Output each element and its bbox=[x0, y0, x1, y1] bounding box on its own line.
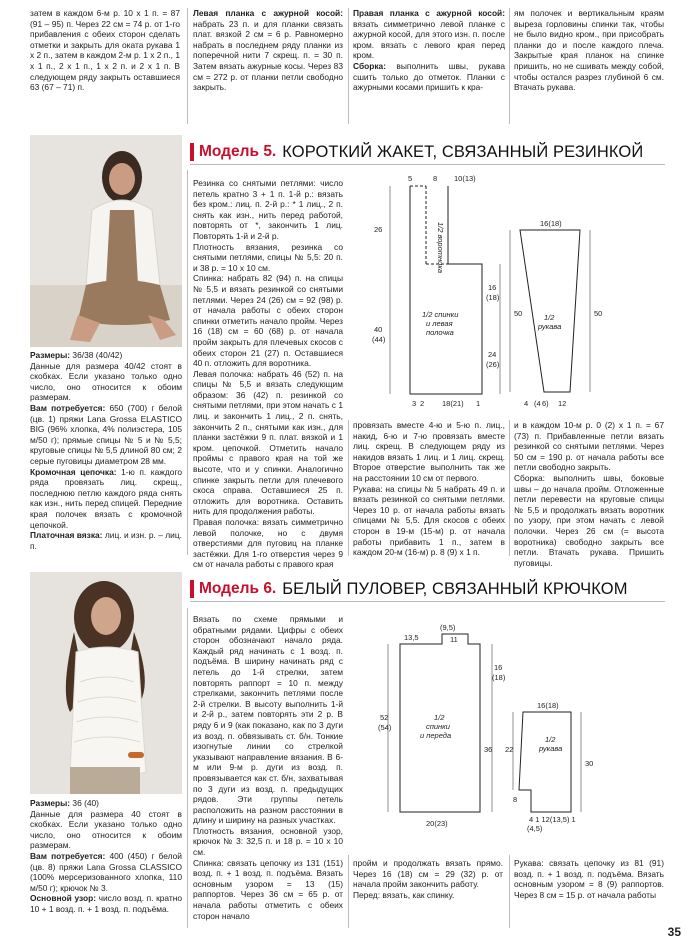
model5-photo-image bbox=[30, 135, 182, 347]
model5-header bbox=[190, 140, 643, 164]
model6-body-diagram bbox=[378, 622, 518, 847]
m6-h54: (54) bbox=[378, 723, 392, 732]
model6-header bbox=[190, 577, 628, 601]
m6-body-label: 1/2 спинки и переда bbox=[420, 713, 452, 740]
model5-edge: 1-ю п. каждого ряда провязать лиц. скрещ., последнюю петлю каждого ряда снять как изн., нить перед спицей. Передние края полочек вязать с кромочной цепочкой. bbox=[30, 466, 182, 530]
top-col-3 bbox=[353, 8, 505, 123]
m6-sleeve-h8: 8 bbox=[513, 795, 518, 804]
model6-materials-label: Вам потребуется: bbox=[30, 850, 106, 861]
m6-top-95: (9,5) bbox=[440, 623, 456, 632]
model5-flat: лиц. и изн. р. – лиц. п. bbox=[30, 530, 182, 551]
m5-sleeve-b12: 12 bbox=[558, 399, 567, 408]
m6-top-135: 13,5 bbox=[404, 633, 419, 642]
top-col-1: затем в каждом 6-м р. 10 х 1 п. = 87 (91 – 95) п. Через 22 см = 74 р. от 1-го прибавления с обеих сторон сделать отметки и закрыть для оката рукава 1 х 2 п., затем в каждом 2-м р. 1 х 2 п., 1 х 1 п., 2 х 1 п., 1 х 2 п. и 2 х 1 п. В следующем ряду закрыть оставшиеся 63 (67 – 71) п. bbox=[30, 8, 180, 93]
model6-materials: 400 (450) г белой (цв. 8) пряжи Lana Grossa CLASSICO (100% мерсеризованного хлопка, 110 м/50 г); крючок № 3. bbox=[30, 850, 182, 893]
m5-h26: 26 bbox=[374, 225, 383, 234]
m5-sleeve-top: 16(18) bbox=[540, 219, 562, 228]
model5-materials: 650 (700) г белой (цв. 1) пряжи Lana Grossa ELASTICO BIG (96% хлопка, 4% полиэстера, 105 м/50 г); прямые спицы № 5 и № 5,5; круговые спицы № 5,5 длиной 80 см; 2 серые пуговицы диаметром 28 мм. bbox=[30, 402, 182, 466]
m5-bottom-1: 1 bbox=[476, 399, 481, 408]
model5-body-diagram bbox=[370, 172, 523, 412]
right-band-heading: Правая планка с ажурной косой: bbox=[353, 8, 505, 18]
m5-sleeve-label: 1/2 рукава bbox=[538, 313, 562, 331]
model6-main: число возд. п. кратно 10 + 1 возд. п. + 1 возд. п. подъёма. bbox=[30, 893, 182, 914]
assembly-text: выполнить швы, рукава сшить только до отметок. Планки с ажурными косами пришить к кра- bbox=[353, 60, 505, 93]
m5-bottom-3: 3 bbox=[412, 399, 417, 408]
m5-h18: (18) bbox=[486, 293, 500, 302]
m6-h52: 52 bbox=[380, 713, 389, 722]
m6-sleeve-top: 16(18) bbox=[537, 701, 559, 710]
right-band-text: вязать симметрично левой планке с ажурной косой, для этого изн. п. после кром. вязать с левого края перед кром. bbox=[353, 18, 505, 61]
m5-h40: 40 bbox=[374, 325, 383, 334]
m5-body-label: 1/2 спинки и левая полочка bbox=[422, 310, 459, 337]
model5-sizes-label: Размеры: bbox=[30, 350, 71, 360]
model5-left-text bbox=[30, 350, 182, 555]
m6-sleeve-bottom2: (4,5) bbox=[527, 824, 543, 833]
m5-sleeve-h50l: 50 bbox=[514, 309, 523, 318]
m5-top-5: 5 bbox=[408, 174, 413, 183]
model6-photo bbox=[30, 572, 182, 794]
m5-h24: 24 bbox=[488, 350, 497, 359]
m6-h18: (18) bbox=[492, 673, 506, 682]
m6-sleeve-label: 1/2 рукава bbox=[539, 735, 563, 753]
left-band-heading: Левая планка с ажурной косой: bbox=[193, 8, 343, 18]
m5-top-8: 8 bbox=[433, 174, 438, 183]
model6-number: Модель 6. bbox=[199, 580, 277, 597]
model5-materials-label: Вам потребуется: bbox=[30, 402, 106, 413]
left-band-text: набрать 23 п. и для планки связать плат. вязкой 2 см = 6 р. Равномерно набрать в последнем ряду планки из поперечной нити 7 скрещ. п. = 30 п. Затем вязать ажурные косы. Через 83 см = 272 р. от планки петли свободно закрыть. bbox=[193, 18, 343, 93]
m5-collar-label: 1/2 воротника bbox=[436, 222, 445, 274]
m6-h16: 16 bbox=[494, 663, 503, 672]
m5-h44: (44) bbox=[372, 335, 386, 344]
model6-photo-image bbox=[30, 572, 182, 794]
model5-number: Модель 5. bbox=[199, 143, 277, 160]
model5-sizes: 36/38 (40/42) Данные для размера 40/42 стоят в скобках. Если указано только одно число, оно относится к обоим размерам. bbox=[30, 350, 182, 403]
top-col-2 bbox=[193, 8, 343, 123]
m5-h16: 16 bbox=[488, 283, 497, 292]
model6-mid2: пройм и продолжать вязать прямо. Через 16 (18) см = 29 (32) р. от начала пройм закончить работу. Перед: вязать, как спинку. bbox=[353, 858, 503, 900]
m6-sleeve-h22: 22 bbox=[505, 745, 514, 754]
model5-title: КОРОТКИЙ ЖАКЕТ, СВЯЗАННЫЙ РЕЗИНКОЙ bbox=[282, 142, 644, 161]
model6-sizes: 36 (40) Данные для размера 40 стоят в скобках. Если указано только одно число, оно относится к обоим размерам. bbox=[30, 798, 182, 851]
model6-right: Рукава: связать цепочку из 81 (91) возд. п. + 1 возд. п. подъёма. Вязать основным узором = 8 (9) раппортов. Через 8 см = 15 р. от начала работы bbox=[514, 858, 664, 900]
m6-sleeve-bottom: 4 1 12(13,5) 1 bbox=[529, 815, 576, 824]
m6-bottom: 20(23) bbox=[426, 819, 448, 828]
model6-main-label: Основной узор: bbox=[30, 893, 96, 904]
page-number: 35 bbox=[667, 925, 681, 939]
model5-edge-label: Кромочная цепочка: bbox=[30, 466, 117, 477]
m5-h26b: (26) bbox=[486, 360, 500, 369]
top-col-4: ям полочек и вертикальным краям выреза горловины спинки так, чтобы не было видно кром., при присобрать планки до и после каждого плеча. Закрытые края планок на спинке пришить, но не сшивать между собой, чтобы остался разрез глубиной 6 см. Втачать рукава. bbox=[514, 8, 664, 93]
m6-sleeve-h30: 30 bbox=[585, 759, 594, 768]
m5-sleeve-h50r: 50 bbox=[594, 309, 603, 318]
m5-sleeve-b4: 4 bbox=[524, 399, 529, 408]
model5-header-bar bbox=[190, 143, 194, 161]
assembly-heading: Сборка: bbox=[353, 60, 386, 71]
m6-h36: 36 bbox=[484, 745, 493, 754]
model5-photo bbox=[30, 135, 182, 347]
m5-sleeve-b4p: (4 bbox=[534, 399, 541, 408]
model6-sleeve-diagram bbox=[505, 700, 615, 835]
m6-top-11: 11 bbox=[450, 635, 458, 644]
model5-mid-b: провязать вместе 4-ю и 5-ю п. лиц., накид, 6-ю и 7-ю провязать вместе лиц. скрещ. В следующем ряду из накидов вязать 1 лиц. и 1 лиц. скрещ. Второе отверстие выполнить так же на расстоянии 10 см от первого. Рукава: на спицы № 5 набрать 49 п. и вязать резинкой со снятыми петлями. Через 10 р. от начала работы вязать спицами № 5,5. Для скосов с обеих сторон в 19-м (15-м) р. от начала работы прибавить 1 п., затем в каждом 20-м (16-м) р. 8 (9) х 1 п. bbox=[353, 420, 505, 558]
model5-right: и в каждом 10-м р. 0 (2) х 1 п. = 67 (73) п. Прибавленные петли вязать резинкой со снятыми петлями. Через 50 см = 190 р. от начала работы все петли свободно закрыть. Сборка: выполнить швы, боковые швы – до начала пройм. Отложенные петли перевести на круговые спицы № 5,5 и продолжать вязать воротник по узору, при этом начать с левой полочки. Через 26 см (= высота воротника) свободно закрыть все петли. Втачать рукава. Пришить пуговицы. bbox=[514, 420, 664, 568]
model6-title: БЕЛЫЙ ПУЛОВЕР, СВЯЗАННЫЙ КРЮЧКОМ bbox=[282, 579, 628, 598]
m5-bottom-18: 18(21) bbox=[442, 399, 464, 408]
model5-sleeve-diagram bbox=[510, 220, 630, 412]
model6-header-bar bbox=[190, 580, 194, 598]
model6-sizes-label: Размеры: bbox=[30, 798, 71, 808]
model6-mid: Вязать по схеме прямыми и обратными рядами. Цифры с обеих сторон обозначают начало ряда. Каждый ряд начинать с 1 возд. п. подъёма. В ширину начинать ряд с петель до 1-й стрелки, затем повторять раппорт = 10 п. между стрелками, закончить петлями после 2-й стрелки. В высоту выполнить 1-й и 2-й р., затем повторять эти 2 р. В ряду 6 и 9 (как показано, как по 3 дуги из возд. п. обвязывать ст. б/н. Тонкие изогнутые линии со стрелкой указывают направление вязания. В 6-м или 9-м р. дуги из возд. п. провязывается как ст. б/н, захватывая по 3 дуги из возд. п. предыдущих рядов. Эти группы петель расположить на разном расстоянии в длину и ширину на разных участках. Плотность вязания, основной узор, крючок № 3: 32,5 п. и 18 р. = 10 х 10 см. Спинка: связать цепочку из 131 (151) возд. п. + 1 возд. п. подъёма. Вязать основным узором = 13 (15) раппортов. Через 36 см = 65 р. от начала работы отметить с обеих сторон начало bbox=[193, 614, 343, 921]
m5-top-10: 10(13) bbox=[454, 174, 476, 183]
m5-bottom-2: 2 bbox=[420, 399, 425, 408]
m5-sleeve-b6: 6) bbox=[542, 399, 549, 408]
model6-left-text bbox=[30, 798, 182, 928]
model5-flat-label: Платочная вязка: bbox=[30, 530, 103, 541]
model5-mid-a: Резинка со снятыми петлями: число петель кратно 3 + 1 п. 1-й р.: вязать без кром.: лиц. п. 2-й р.: * 1 лиц., 2 п. снять как изн., нить перед работой, повторять от *, закончить 1 лиц. Повторять 1-й и 2-й р. Плотность вязания, резинка со снятыми петлями, спицы № 5,5: 20 п. и 38 р. = 10 х 10 см. Спинка: набрать 82 (94) п. на спицы № 5,5 и вязать резинкой со снятыми петлями. Через 24 (26) см = 92 (98) р. от начала работы с обеих сторон спинки отметить начало пройм. Через 16 (18) см = 60 (68) р. от начала пройм закрыть для плечевых скосов с обеих сторон 21 (27) п. Оставшиеся 40 п. отложить для воротника. Левая полочка: набрать 46 (52) п. на спицы № 5,5 и вязать следующим образом: 36 (42) п. резинкой со снятыми петлями, при этом начать с 1 лиц. и закончить 1 лиц., 2 п. снять, закончить 2 п., снятыми как изн., для планки застёжки 9 п. плат. вязкой и 1 кром. цепочкой. Отметить начало проймы с правого края на той же высоте, что и у спинки. Аналогично спинке закрыть петли для плечевого скоса справа. Оставшиеся 25 п. отложить для воротника. Оставить нить для продолжения работы. Правая полочка: вязать симметрично левой полочке, но с двумя отверстиями для пуговиц на планке застёжки. Для 1-го отверстия через 9 см от начала работы с правого края bbox=[193, 178, 343, 570]
